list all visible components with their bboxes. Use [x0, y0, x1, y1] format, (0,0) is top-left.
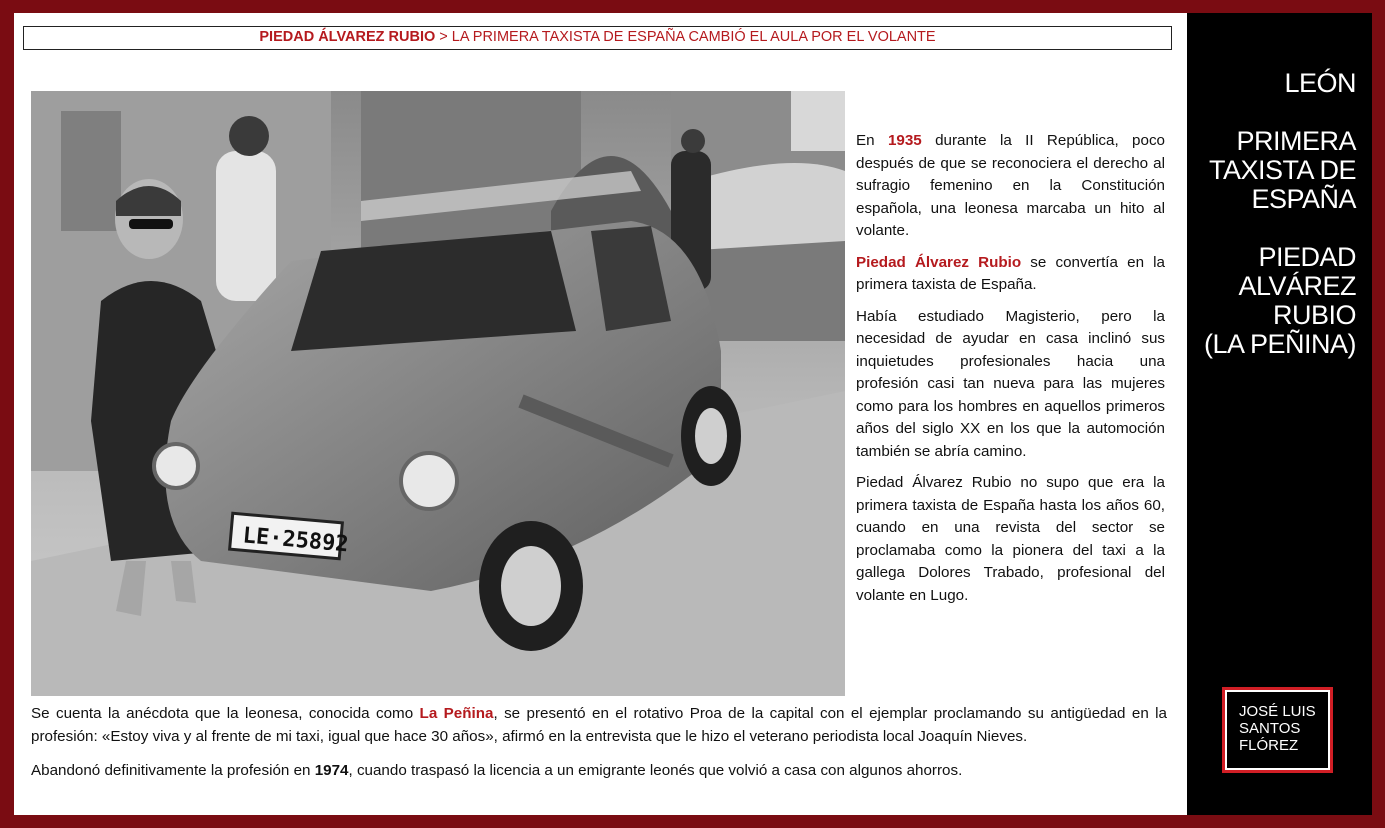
author-line: FLÓREZ: [1239, 737, 1299, 754]
bp1-text-b: , se presentó en el rotativo Proa de la capital con el ejemplar proclamando su antigüedad en la profesión: «Estoy viva y al frente de mi taxi, igual que hace 30 años», afirmó en la entrevista que le hizo el veterano periodista local Joaquín Nieves.: [31, 705, 1167, 745]
column-paragraph-2: [856, 252, 1165, 297]
taxi-photo-illustration: [31, 91, 845, 696]
sidebar: [1187, 13, 1372, 815]
taxi-photo: [31, 91, 845, 696]
sidebar-line: ALVÁREZ: [1238, 271, 1356, 301]
license-plate: LE·25892: [241, 523, 350, 558]
p2-text-b: se convertía en la primera taxista de España.: [856, 253, 1165, 293]
headline: [23, 26, 1172, 50]
column-paragraph-1: [856, 130, 1165, 243]
bp2-text-a: Abandonó definitivamente la profesión en: [31, 762, 315, 779]
p1-text-a: En: [856, 132, 888, 149]
sidebar-line: PIEDAD: [1258, 242, 1356, 272]
bottom-paragraph-2: [31, 760, 1167, 783]
bottom-paragraph-1: [31, 703, 1167, 748]
name-highlight: Piedad Álvarez Rubio: [856, 253, 1022, 271]
nickname-highlight: La Peñina: [419, 705, 494, 722]
sidebar-line: TAXISTA DE: [1208, 155, 1356, 185]
bp1-text-a: Se cuenta la anécdota que la leonesa, conocida como: [31, 705, 420, 722]
author-box: [1222, 687, 1333, 773]
sidebar-line: PRIMERA: [1236, 126, 1356, 156]
year-1974: 1974: [314, 762, 349, 779]
sidebar-spacer: [1186, 214, 1356, 243]
author-line: JOSÉ LUIS: [1239, 703, 1316, 720]
sidebar-title: [1186, 69, 1356, 359]
main-column: [856, 130, 1165, 616]
bottom-text: [31, 703, 1167, 795]
headline-name: PIEDAD ÁLVAREZ RUBIO: [259, 29, 436, 45]
article-page: [14, 13, 1187, 815]
sidebar-spacer: [1186, 98, 1356, 127]
year-1935: 1935: [887, 132, 922, 149]
sidebar-line: LEÓN: [1284, 68, 1356, 98]
column-paragraph-4: Piedad Álvarez Rubio no supo que era la primera taxista de España hasta los años 60, cuando en una revista del sector se proclamaba como la pionera del taxi a la gallega Dolores Trabado, profesional del volante en Lugo.: [856, 474, 1165, 604]
author-line: SANTOS: [1239, 720, 1301, 737]
sidebar-line: (LA PEÑINA): [1203, 329, 1356, 359]
headline-rest: > LA PRIMERA TAXISTA DE ESPAÑA CAMBIÓ EL AULA POR EL VOLANTE: [435, 29, 936, 45]
bp2-text-b: , cuando traspasó la licencia a un emigrante leonés que volvió a casa con algunos ahorros.: [348, 762, 963, 779]
column-paragraph-3: Había estudiado Magisterio, pero la necesidad de ayudar en casa inclinó sus inquietudes profesionales hacia una profesión casi tan nueva para las mujeres como para los hombres en aquellos primeros años del siglo XX en los que la automoción también se abría camino.: [856, 307, 1165, 460]
sidebar-line: ESPAÑA: [1251, 184, 1356, 214]
p1-text-b: durante la II República, poco después de que se reconociera el derecho al sufragio femenino en la Constitución española, una leonesa marcaba un hito al volante.: [856, 132, 1165, 239]
sidebar-line: RUBIO: [1272, 300, 1356, 330]
